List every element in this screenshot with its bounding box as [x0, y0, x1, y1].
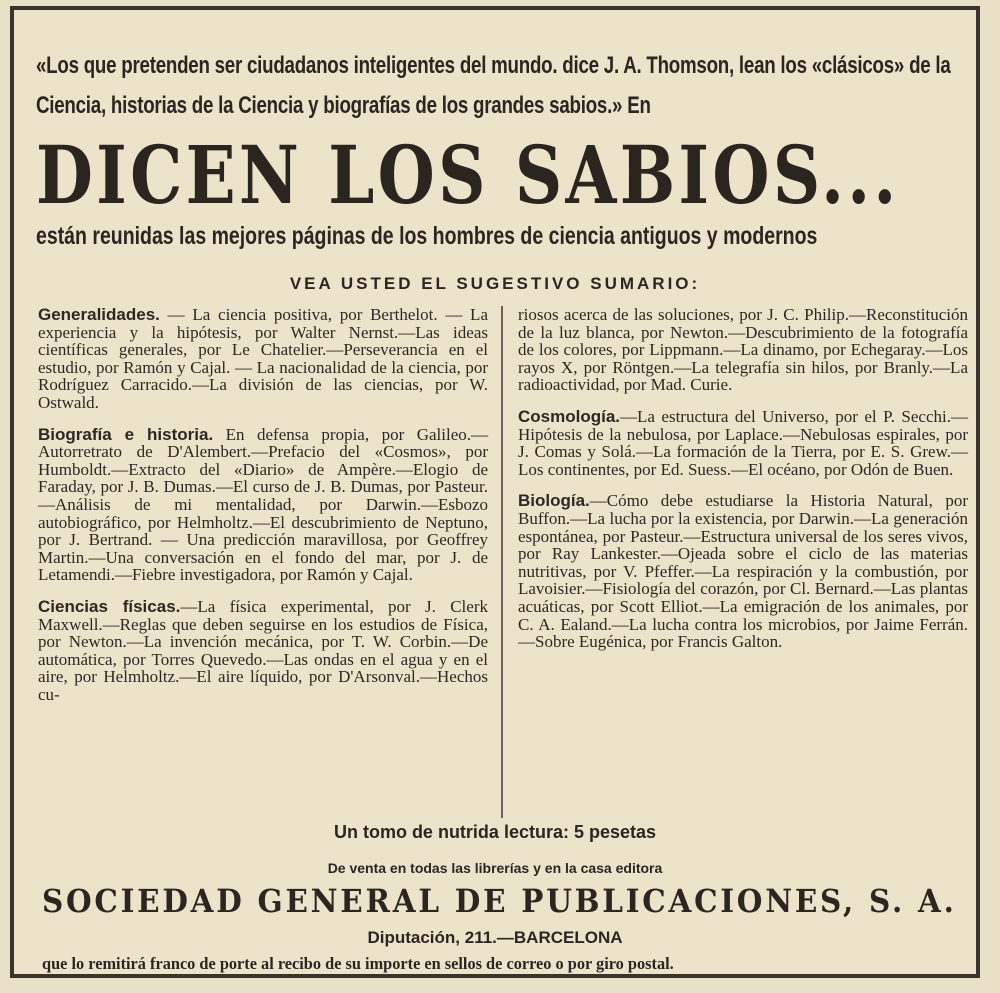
section-title: Ciencias físicas.: [38, 596, 181, 616]
column-divider: [501, 306, 503, 818]
intro-quote: «Los que pretenden ser ciudadanos inteligentes del mundo. dice J. A. Thomson, lean los «clásicos» de la Ciencia, historias de la Ciencia y biografías de los grandes sabios.» En: [36, 52, 951, 119]
book-title: DICEN LOS SABIOS...: [36, 128, 900, 222]
publisher-address: Diputación, 211.—BARCELONA: [367, 928, 623, 947]
book-subtitle: están reunidas las mejores páginas de los hombres de ciencia antiguos y modernos: [36, 222, 818, 250]
summary-heading: VEA USTED EL SUGESTIVO SUMARIO:: [289, 274, 701, 293]
section-text: En defensa propia, por Galileo.—Autorretrato de D'Alembert.—Prefacio del «Cosmos», por Humboldt.—Extracto del «Diario» de Ampère.—Elogio de Faraday, por J. B. Dumas.—El curso de J. B. Dumas, por Pasteur.—Análisis de mi mentalidad, por Darwin.—Esbozo autobiográfico, por Helmholtz.—El descubrimiento de Neptuno, por J. Bertrand. — Una predicción maravillosa, por Geoffrey Martin.—Una conversación en el fondo del mar, por J. de Letamendi.—Fiebre investigadora, por Ramón y Cajal.: [38, 424, 488, 585]
section-biologia: [518, 492, 968, 650]
section-cosmologia: [518, 408, 968, 478]
sale-line: De venta en todas las librerías y en la casa editora: [327, 860, 663, 876]
section-text: —Cómo debe estudiarse la Historia Natural, por Buffon.—La lucha por la existencia, por Darwin.—La generación espontánea, por Pasteur.—Estructura universal de los seres vivos, por Ray Lankester.—Ojeada sobre el ciclo de las materias nutritivas, por V. Pfeffer.—La respiración y la combustión, por Lavoisier.—Fisiología del corazón, por Cl. Bernard.—Las plantas acuáticas, por Scott Elliot.—La emigración de los animales, por C. A. Ealand.—La lucha contra los microbios, por Jaime Ferrán.—Sobre Eugénica, por Francis Galton.: [518, 491, 968, 652]
price-line: Un tomo de nutrida lectura: 5 pesetas: [333, 822, 657, 842]
publisher-name: SOCIEDAD GENERAL DE PUBLICACIONES, S. A.: [42, 882, 957, 920]
section-generalidades: [38, 306, 488, 412]
shipping-note: que lo remitirá franco de porte al recibo de su importe en sellos de correo o por giro postal.: [42, 954, 674, 973]
section-text: —La estructura del Universo, por el P. Secchi.—Hipótesis de la nebulosa, por Laplace.—Nebulosas espirales, por J. Comas y Solá.—La formación de la Tierra, por E. S. Grew.—Los continentes, por Ed. Suess.—El océano, por Odón de Buen.: [518, 406, 968, 479]
section-title: Biografía e historia.: [38, 424, 214, 444]
section-title: Generalidades.: [38, 305, 160, 324]
section-continuation: [518, 306, 968, 394]
section-title: Cosmología.: [518, 406, 621, 426]
section-text: riosos acerca de las soluciones, por J. C. Philip.—Reconstitución de la luz blanca, por Newton.—Descubrimiento de la fotografía de los colores, por Lippmann.—La dinamo, por Echegaray.—Los rayos X, por Röntgen.—La telegrafía sin hilos, por Branly.—La radioactividad, por Mad. Curie.: [518, 305, 968, 395]
section-title: Biología.: [518, 491, 590, 511]
section-biografia: [38, 426, 488, 584]
summary-column-left: [38, 306, 488, 717]
summary-column-right: [518, 306, 968, 665]
section-text: — La ciencia positiva, por Berthelot. — La experiencia y la hipótesis, por Walter Nernst.—Las ideas científicas generales, por Le Chatelier.—Perseverancia en el estudio, por Ramón y Cajal. — La nacionalidad de la ciencia, por Rodríguez Carracido.—La división de las ciencias, por W. Ostwald.: [38, 305, 488, 412]
section-text: —La física experimental, por J. Clerk Maxwell.—Reglas que deben seguirse en los estudios de Física, por Newton.—La invención mecánica, por T. W. Corbin.—De automática, por Torres Quevedo.—Las ondas en el agua y en el aire, por Helmholtz.—El aire líquido, por D'Arsonval.—Hechos cu-: [38, 596, 488, 704]
advertisement-page: [10, 6, 980, 978]
section-ciencias-fisicas: [38, 598, 488, 704]
